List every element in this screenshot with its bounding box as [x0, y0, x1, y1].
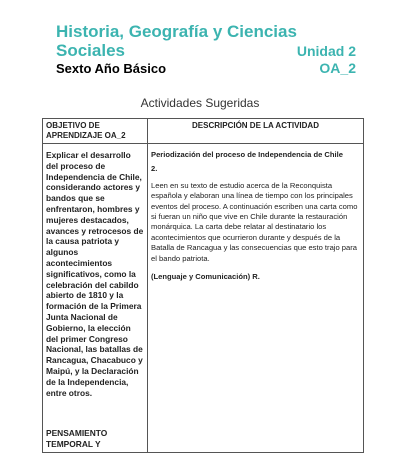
table-row: [43, 144, 364, 453]
activity-cell: [148, 144, 364, 453]
grade-label: Sexto Año Básico: [56, 61, 167, 76]
oa-label: OA_2: [319, 60, 356, 76]
objective-footer: PENSAMIENTO TEMPORAL Y: [46, 428, 108, 450]
document-title: Historia, Geografía y Ciencias Sociales: [56, 22, 297, 60]
activity-title: Periodización del proceso de Independencia de Chile: [151, 150, 343, 159]
activity-tag: (Lenguaje y Comunicación) R.: [151, 272, 260, 282]
objective-cell: [43, 144, 148, 453]
section-title: Actividades Sugeridas: [140, 96, 260, 110]
activities-table: [42, 118, 364, 453]
table-header-row: [43, 119, 364, 144]
activity-number: 2.: [151, 164, 158, 174]
unit-label: Unidad 2: [296, 43, 356, 59]
activity-body: Leen en su texto de estudio acerca de la Reconquista española y elaboran una línea de tiempo con los principales eventos del proceso. A continuación escriben una carta como si fueran un niño que vive en Chile durante la restauración monárquica. La carta debe relatar al destinatario los acontecimientos que ocurrieron durante y después de la Batalla de Rancagua y las consecuencias que esto trajo para el bando patriota.: [151, 180, 358, 263]
description-column-header: DESCRIPCIÓN DE LA ACTIVIDAD: [148, 119, 364, 144]
objective-column-header: OBJETIVO DE APRENDIZAJE OA_2: [43, 119, 148, 144]
objective-text: Explicar el desarrollo del proceso de Independencia de Chile, considerando actores y bandos que se enfrentaron, hombres y mujeres destacados, avances y retrocesos de la causa patriota y algunos acontecimientos significativos, como la celebración del cabildo abierto de 1810 y la formación de la Primera Junta Nacional de Gobierno, la elección del primer Congreso Nacional, las batallas de Rancagua, Chacabuco y Maipú, y la Declaración de la Independencia, entre otros.: [46, 150, 144, 398]
